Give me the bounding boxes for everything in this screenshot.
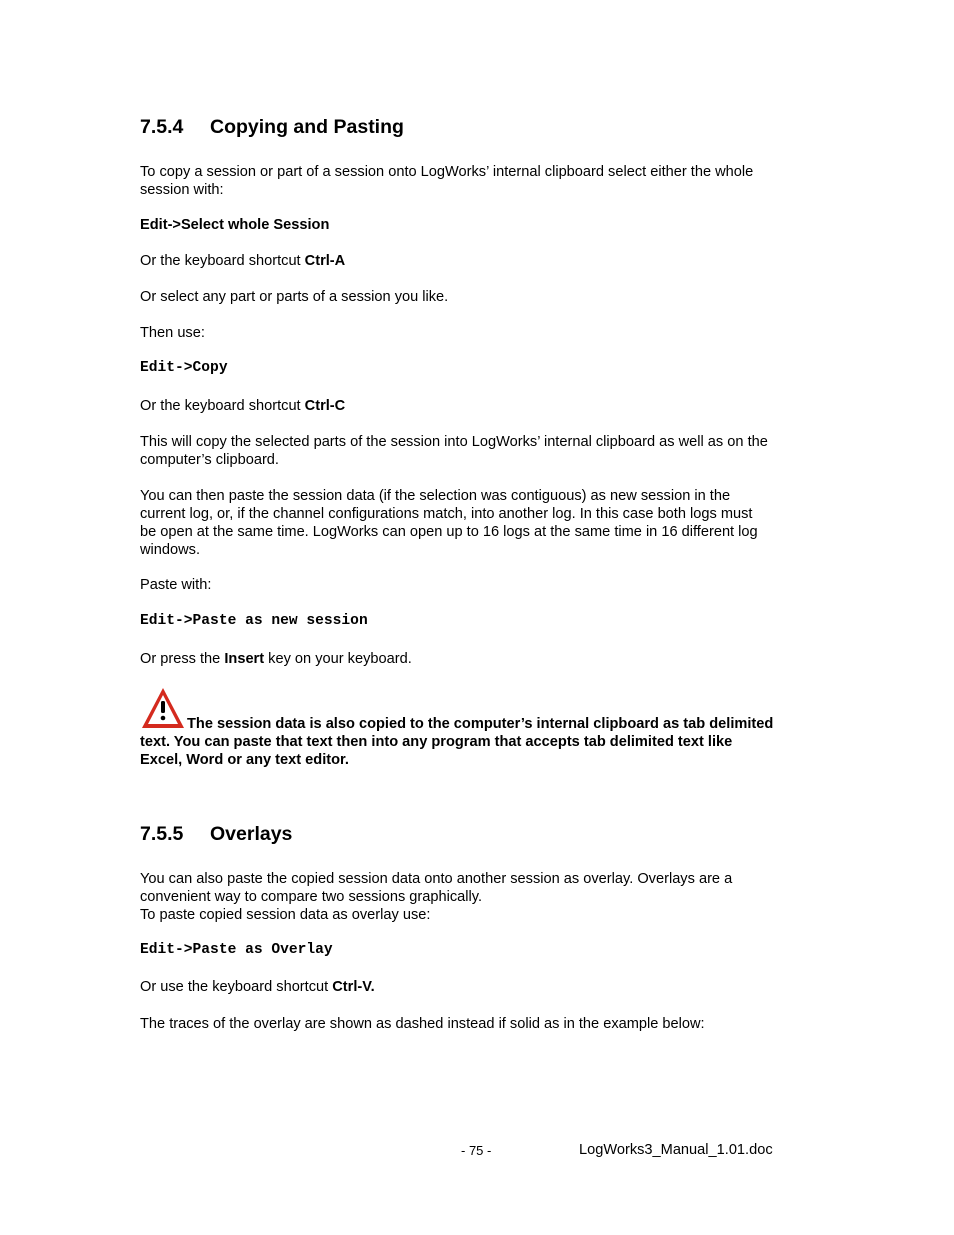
section-number: 7.5.5 bbox=[140, 823, 184, 845]
text-line: be open at the same time. LogWorks can open up to 16 logs at the same time in 16 different log bbox=[140, 524, 758, 540]
menu-command-copy: Edit->Copy bbox=[140, 360, 228, 376]
paragraph-paste-with: Paste with: bbox=[140, 577, 212, 593]
section-title: Copying and Pasting bbox=[210, 116, 404, 138]
shortcut-key: Ctrl-C bbox=[304, 398, 346, 414]
text-line: text. You can paste that text then into any program that accepts tab delimited text like bbox=[140, 734, 733, 750]
text: Or the keyboard shortcut bbox=[140, 253, 305, 269]
text: Or press the bbox=[140, 651, 225, 667]
warning-note bbox=[140, 715, 773, 769]
heading-7-5-5 bbox=[140, 823, 292, 846]
text-line: convenient way to compare two sessions graphically. bbox=[140, 889, 483, 905]
paragraph-overlays bbox=[140, 870, 732, 924]
document-filename: LogWorks3_Manual_1.01.doc bbox=[579, 1142, 773, 1158]
text: Or the keyboard shortcut bbox=[140, 398, 305, 414]
text-line: The session data is also copied to the computer’s internal clipboard as tab delimited bbox=[187, 716, 774, 732]
paragraph-shortcut-c bbox=[140, 397, 345, 415]
text-line: computer’s clipboard. bbox=[140, 452, 279, 468]
shortcut-key: Ctrl-A bbox=[304, 253, 346, 269]
paragraph-paste-description bbox=[140, 487, 758, 559]
text-line: This will copy the selected parts of the session into LogWorks’ internal clipboard as well as on the bbox=[140, 434, 768, 450]
text-line: You can then paste the session data (if the selection was contiguous) as new session in the bbox=[140, 488, 731, 504]
paragraph-traces: The traces of the overlay are shown as dashed instead if solid as in the example below: bbox=[140, 1016, 705, 1032]
text-line: windows. bbox=[140, 542, 201, 558]
text-line: To copy a session or part of a session onto LogWorks’ internal clipboard select either the whole bbox=[140, 164, 754, 180]
text: Or use the keyboard shortcut bbox=[140, 979, 333, 995]
paragraph-select-parts: Or select any part or parts of a session you like. bbox=[140, 289, 449, 305]
menu-command-paste-overlay: Edit->Paste as Overlay bbox=[140, 942, 333, 958]
text-line: You can also paste the copied session data onto another session as overlay. Overlays are a bbox=[140, 871, 733, 887]
menu-command-paste-new: Edit->Paste as new session bbox=[140, 613, 368, 629]
paragraph-insert-key bbox=[140, 650, 412, 668]
page-number: - 75 - bbox=[461, 1143, 492, 1158]
text-line: To paste copied session data as overlay use: bbox=[140, 907, 431, 923]
heading-7-5-4 bbox=[140, 116, 404, 139]
section-title: Overlays bbox=[210, 823, 293, 845]
text-line: current log, or, if the channel configurations match, into another log. In this case both logs must bbox=[140, 506, 753, 522]
paragraph-intro bbox=[140, 163, 753, 199]
paragraph-copy-description bbox=[140, 433, 768, 469]
text-line: Excel, Word or any text editor. bbox=[140, 752, 349, 768]
text-line: session with: bbox=[140, 182, 224, 198]
key-name: Insert bbox=[224, 651, 265, 667]
paragraph-shortcut-v bbox=[140, 978, 375, 996]
paragraph-shortcut-a bbox=[140, 252, 345, 270]
text: key on your keyboard. bbox=[264, 651, 412, 667]
menu-command-select-session: Edit->Select whole Session bbox=[140, 217, 330, 233]
section-number: 7.5.4 bbox=[140, 116, 184, 138]
shortcut-key: Ctrl-V. bbox=[332, 979, 375, 995]
paragraph-then-use: Then use: bbox=[140, 325, 205, 341]
